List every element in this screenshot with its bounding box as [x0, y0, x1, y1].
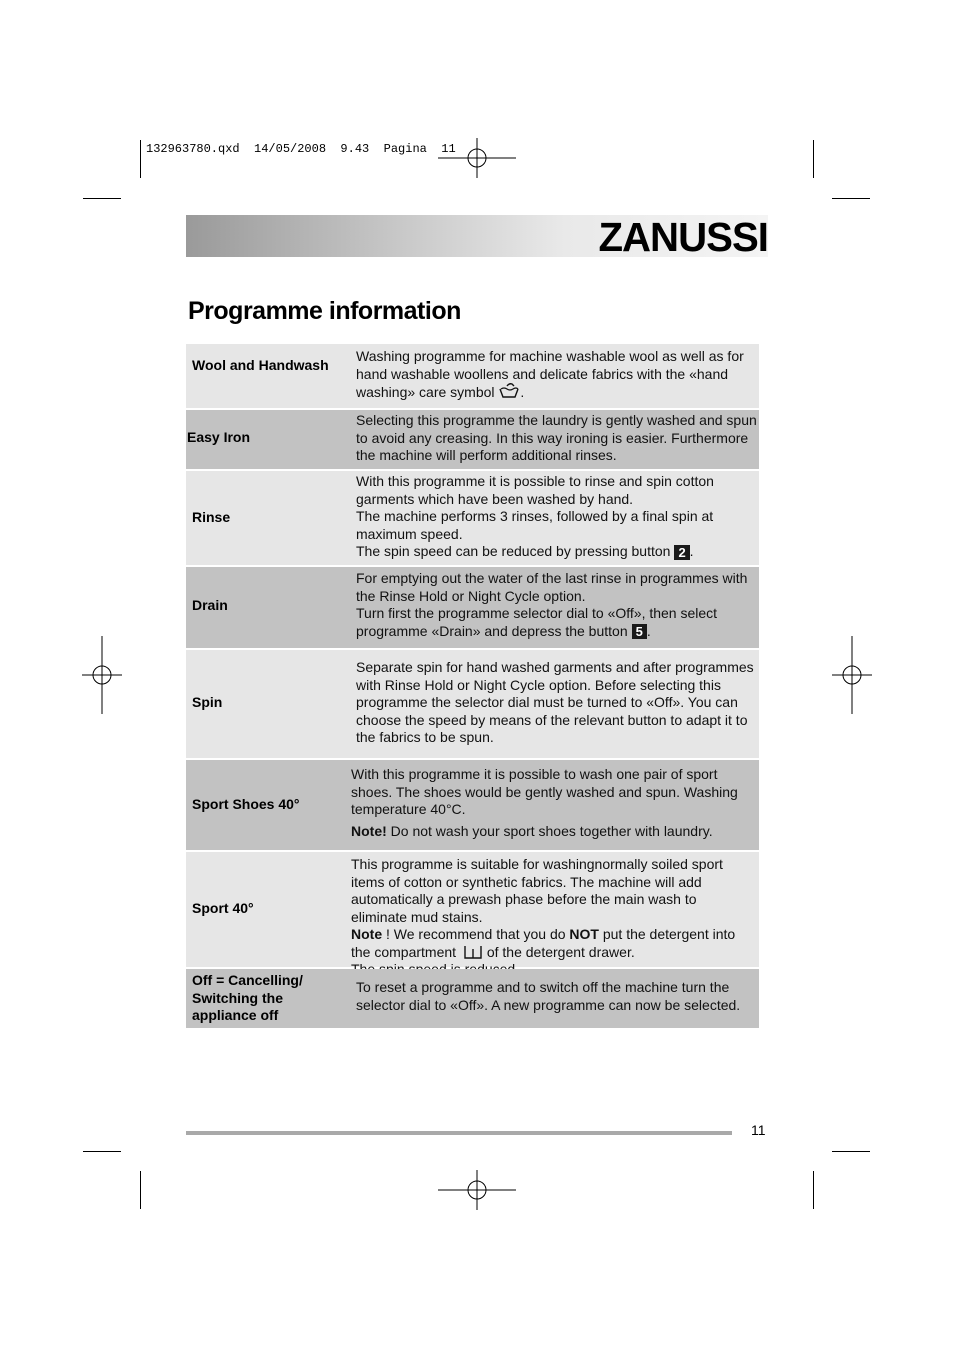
table-row — [186, 410, 759, 469]
programme-name: Spin — [192, 694, 223, 710]
programme-name: Drain — [192, 597, 228, 613]
table-row — [186, 969, 759, 1028]
registration-mark-icon — [438, 1170, 516, 1210]
crop-mark — [813, 140, 814, 178]
programme-description: For emptying out the water of the last rinse in programmes with the Rinse Hold or Night Cycle option. Turn first the programme selector dial to «Off», then select programme «Drain» and depress the button 5 . — [356, 570, 748, 640]
crop-mark — [83, 1151, 121, 1152]
programme-name: Easy Iron — [187, 429, 251, 445]
programme-description: To reset a programme and to switch off the machine turn the selector dial to «Off». A new programme can now be selected. — [356, 979, 741, 1013]
programme-description: Selecting this programme the laundry is gently washed and spun to avoid any creasing. In this way ironing is easier. Furthermore the machine will perform additional rinses. — [356, 412, 757, 463]
button-5-icon: 5 — [632, 624, 647, 639]
file-info: 132963780.qxd 14/05/2008 9.43 Pagina 11 — [146, 142, 456, 156]
header-band — [186, 214, 768, 260]
programme-name: Rinse — [192, 509, 231, 525]
hand-wash-icon — [498, 383, 520, 399]
page-title: Programme information — [188, 297, 461, 325]
table-row — [186, 567, 759, 648]
programme-description: This programme is suitable for washingnormally soiled sport items of cotton or synthetic fabrics. The machine will add automatically a prewash phase before the main wash to eliminate mud stains. Note ! We recommend that you do NOT put the detergent into the compartment of the detergent drawer. — [351, 856, 736, 960]
crop-mark — [140, 1171, 141, 1209]
table-row — [186, 471, 759, 565]
detergent-compartment-icon — [463, 945, 483, 959]
table-row — [186, 760, 759, 850]
registration-mark-icon — [832, 636, 872, 714]
table-row — [186, 344, 759, 408]
programme-name: Wool and Handwash — [192, 357, 329, 373]
programme-name: Sport Shoes 40° — [192, 796, 300, 812]
programme-description: With this programme it is possible to rinse and spin cotton garments which have been washed by hand. The machine performs 3 rinses, followed by a final spin at maximum speed. The spin speed can be reduced by pressing button 2 . — [356, 473, 714, 560]
table-row — [186, 650, 759, 758]
table-row — [186, 852, 759, 967]
registration-mark-icon — [82, 636, 122, 714]
crop-mark — [832, 198, 870, 199]
crop-mark — [813, 1171, 814, 1209]
programme-name: Sport 40° — [192, 900, 254, 916]
programme-description: Separate spin for hand washed garments and after programmes with Rinse Hold or Night Cycle option. Before selecting this programme the selector dial must be turned to «Off». You can choose the speed by means of the relevant button to adapt it to the fabrics to be spun. — [356, 659, 754, 745]
brand-logo: ZANUSSI — [598, 214, 768, 260]
button-2-icon: 2 — [674, 545, 689, 560]
crop-mark — [83, 198, 121, 199]
page-number: 11 — [751, 1122, 766, 1138]
programme-description: Washing programme for machine washable wool as well as for hand washable woollens and delicate fabrics with the «hand washing» care symbol . — [356, 348, 744, 400]
crop-mark — [832, 1151, 870, 1152]
crop-mark — [140, 140, 141, 178]
programme-description: With this programme it is possible to wash one pair of sport shoes. The shoes would be gently washed and spun. Washing temperature 40°C. Note! Do not wash your sport shoes together with laundry. — [351, 766, 738, 839]
programme-name: Off = Cancelling/ Switching the appliance off — [192, 972, 303, 1023]
footer-rule — [186, 1131, 732, 1135]
